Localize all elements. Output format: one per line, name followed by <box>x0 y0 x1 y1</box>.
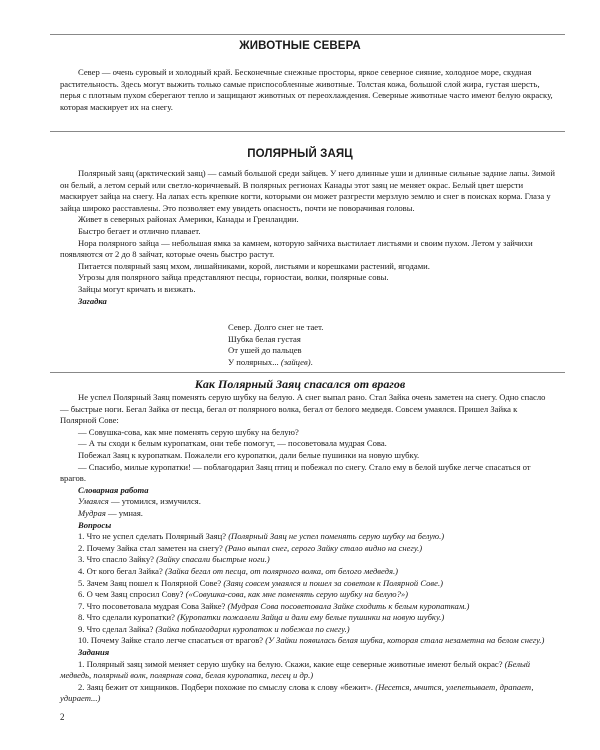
question-item <box>60 612 555 624</box>
question-answer: (Зайка поблагодарил куропаток и побежал по снегу.) <box>155 623 350 634</box>
question-text: 6. О чем Заяц спросил Сову? <box>78 589 186 600</box>
story-paragraph: — А ты сходи к белым куропаткам, они тебе помогут, — посоветовала мудрая Сова. <box>78 438 387 449</box>
hare-paragraph: Зайцы могут кричать и визжать. <box>78 283 196 294</box>
divider-rule <box>50 131 565 132</box>
question-answer: (Рано выпал снег, серого Зайку стало видно на снегу.) <box>224 542 423 553</box>
task-answer: (Несется, мчится, улепетывает, драпает, удирает...) <box>60 681 534 704</box>
hare-paragraph: Живет в северных районах Америки, Канады и Гренландии. <box>78 214 299 225</box>
question-text: 5. Зачем Заяц пошел к Полярной Сове? <box>78 577 224 588</box>
vocab-term: Мудрая <box>78 507 106 518</box>
riddle-poem <box>228 322 323 368</box>
question-text: 10. Почему Зайке стало легче спасаться от врагов? <box>78 635 266 646</box>
question-answer: (Полярный Заяц не успел поменять серую шубку на белую.) <box>228 531 445 542</box>
top-rule <box>50 34 565 35</box>
task-item <box>60 659 555 682</box>
story-paragraph: Побежал Заяц к куропаткам. Пожалели его куропатки, дали белые пушинки на новую шубку. <box>78 449 420 460</box>
riddle-line-last <box>228 357 323 369</box>
question-item <box>60 531 555 543</box>
story-title: Как Полярный Заяц спасался от врагов <box>194 377 406 391</box>
question-item <box>60 566 555 578</box>
vocab-term: Умаялся <box>78 496 109 507</box>
divider-rule <box>50 372 565 373</box>
task-answer: (Белый медведь, полярный волк, полярная сова, белая куропатка, песец и др.) <box>60 658 531 681</box>
task-text: 2. Заяц бежит от хищников. Подбери похожие по смыслу слова к слову «бежит». <box>78 681 376 692</box>
hare-facts <box>60 168 555 307</box>
question-answer: (Куропатки пожалели Зайца и дали ему белые пушинки на новую шубку.) <box>177 612 445 623</box>
vocab-definition: — умная. <box>105 507 143 518</box>
question-text: 7. Что посоветовала мудрая Сова Зайке? <box>78 600 228 611</box>
question-item <box>60 554 555 566</box>
question-answer: (Мудрая Сова посоветовала Зайке сходить к белым куропаткам.) <box>227 600 470 611</box>
hare-paragraph: Нора полярного зайца — небольшая ямка за камнем, которую зайчиха выстилает листьями и своим пухом. Летом у зайчихи появляются от 2 до 8 зайчат, которые очень быстро растут. <box>60 237 533 260</box>
question-answer: (Заяц совсем умаялся и пошел за советом к Полярной Сове.) <box>223 577 443 588</box>
section-heading-hare: ПОЛЯРНЫЙ ЗАЯЦ <box>247 148 353 160</box>
question-text: 2. Почему Зайка стал заметен на снегу? <box>78 542 225 553</box>
riddle-label: Загадка <box>78 295 107 306</box>
vocab-item <box>60 508 555 520</box>
question-item <box>60 635 555 647</box>
riddle-line: У полярных... <box>228 356 279 367</box>
question-answer: (Зайка бегал от песца, от полярного волка, от белого медведя.) <box>164 565 398 576</box>
task-text: 1. Полярный заяц зимой меняет серую шубку на белую. Скажи, какие еще северные животные имеют белый окрас? <box>78 658 505 669</box>
story-body <box>60 392 555 705</box>
question-text: 3. Что спасло Зайку? <box>78 554 157 565</box>
question-item <box>60 543 555 555</box>
story-paragraph: — Спасибо, милые куропатки! — поблагодарил Заяц птиц и побежал по снегу. Стало ему в белой шубке легче спасаться от врагов. <box>60 461 531 484</box>
tasks-label: Задания <box>78 647 110 658</box>
section-intro <box>60 67 555 113</box>
question-text: 8. Что сделали куропатки? <box>78 612 178 623</box>
question-item <box>60 601 555 613</box>
task-item <box>60 682 555 705</box>
riddle-line: Север. Долго снег не тает. <box>228 322 324 332</box>
riddle-period: . <box>310 356 313 367</box>
section-heading-animals: ЖИВОТНЫЕ СЕВЕРА <box>239 40 361 52</box>
intro-paragraph: Север — очень суровый и холодный край. Бесконечные снежные просторы, яркое северное сияние, холодное море, скудная растительность. Здесь могут выжить только самые приспособленные животные. Толстая кожа, большой слой жира, густая шерсть, перья с плотным пухом сберегают тепло и защищают животных от переохлаждения. Северные животные часто имеют белую окраску, которая маскирует их на снегу. <box>60 67 553 112</box>
story-paragraph: Не успел Полярный Заяц поменять серую шубку на белую. А снег выпал рано. Стал Зайка очень заметен на снегу. Одно спасло — быстрые ноги. Бегал Зайка от песца, бегал от полярного волка, бегал от белого медведя. Совсем умаялся. Пришел Зайка к Полярной Сове: <box>60 392 546 426</box>
question-item <box>60 589 555 601</box>
question-item <box>60 624 555 636</box>
page-number: 2 <box>60 712 65 722</box>
question-answer: («Совушка-сова, как мне поменять серую шубку на белую?») <box>185 589 409 600</box>
hare-paragraph: Угрозы для полярного зайца представляют песцы, горностаи, волки, полярные совы. <box>78 272 389 283</box>
vocab-item <box>60 496 555 508</box>
vocab-label: Словарная работа <box>78 484 149 495</box>
vocab-definition: — утомился, измучился. <box>108 496 201 507</box>
question-answer: (У Зайки появилась белая шубка, которая стала незаметна на белом снегу.) <box>265 635 545 646</box>
hare-paragraph: Питается полярный заяц мхом, лишайниками, корой, листьями и корешками растений, ягодами. <box>78 260 430 271</box>
story-paragraph: — Совушка-сова, как мне поменять серую шубку на белую? <box>78 426 299 437</box>
question-text: 9. Что сделал Зайка? <box>78 623 156 634</box>
question-answer: (Зайку спасали быстрые ноги.) <box>156 554 270 565</box>
question-text: 1. Что не успел сделать Полярный Заяц? <box>78 531 229 542</box>
questions-label: Вопросы <box>78 519 112 530</box>
riddle-answer: (зайцев) <box>280 356 311 367</box>
riddle-line: От ушей до пальцев <box>228 345 302 356</box>
hare-paragraph: Быстро бегает и отлично плавает. <box>78 225 201 236</box>
hare-paragraph: Полярный заяц (арктический заяц) — самый большой среди зайцев. У него длинные уши и длинные сильные задние лапы. Зимой он белый, а летом серый или светло-коричневый. В полярных регионах Канады этот заяц не меняет окрас. Белый цвет шерсти маскирует зайца на снегу. На лапах есть крепкие когти, которыми он может разгрести мерзлую землю и снег в поисках корма. Глаза у зайца широко расставлены. Это позволяет ему увидеть опасность, почти не поворачивая головы. <box>60 168 555 213</box>
question-item <box>60 578 555 590</box>
riddle-line: Шубка белая густая <box>228 333 301 344</box>
question-text: 4. От кого бегал Зайка? <box>78 565 165 576</box>
